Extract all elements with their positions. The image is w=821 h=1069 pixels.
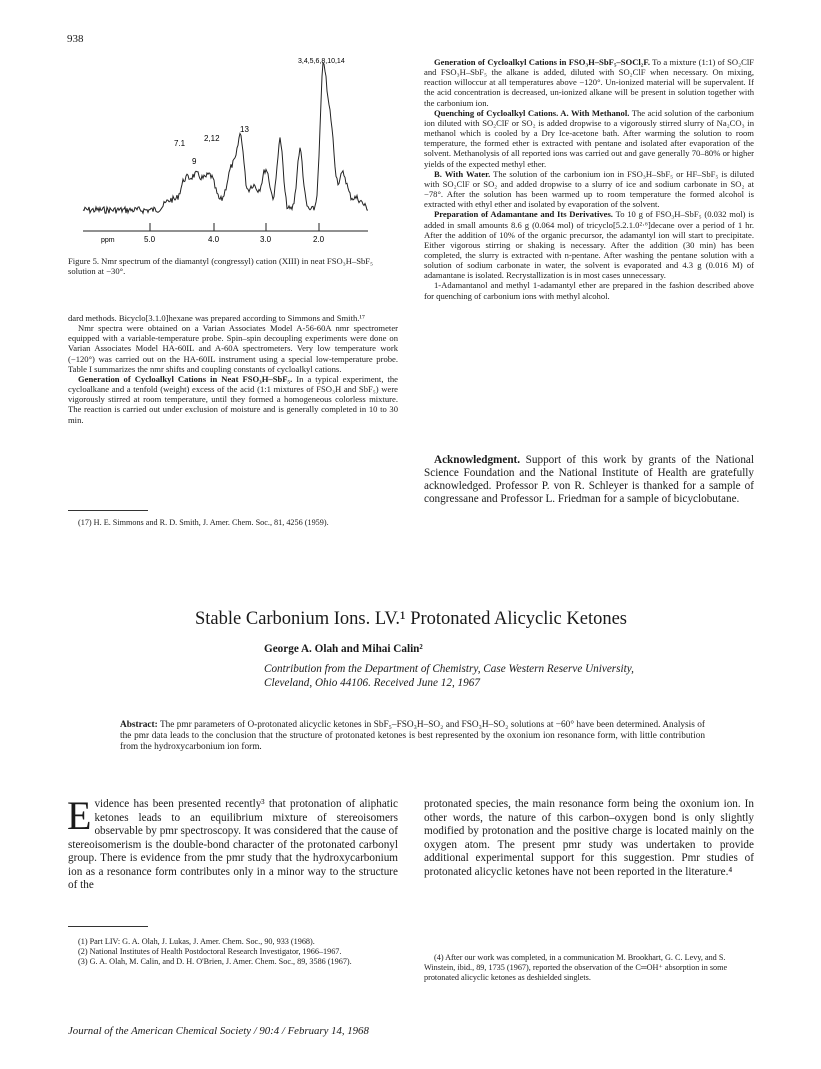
paragraph-text: To a mixture (1:1) of SO₂ClF and FSO₃H–SbF₅ the alkane is added, diluted with SO₂ClF when necessary. On mixing, reaction willoccur at all temperatures above −120°. Un-ionized material will be supervalent. If the acid concentration is decreased, un-ionized alkane will be present in solution together with the carbonium ion. xyxy=(424,57,754,108)
paragraph-heading: Preparation of Adamantane and Its Derivatives. xyxy=(434,209,613,220)
acknowledgment-text: Support of this work by grants of the National Science Foundation and the National Institute of Health are gratefully acknowledged. Professor P. von R. Schleyer is thanked for a sample of congressane and Professor L. Friedman for a sample of bicyclobutane. xyxy=(424,454,755,506)
axis-tick-label: 5.0 xyxy=(144,235,156,244)
footnotes-right xyxy=(424,953,754,983)
paragraph xyxy=(424,57,754,108)
axis-unit-label: ppm xyxy=(101,237,115,244)
body-left-column xyxy=(67,793,398,893)
figure-caption: Figure 5. Nmr spectrum of the diamantyl (congressyl) cation (XIII) in neat FSO₃H–SbF₅ solution at −30°. xyxy=(68,256,374,277)
paragraph xyxy=(68,374,398,425)
contribution-line: Contribution from the Department of Chemistry, Case Western Reserve University, xyxy=(264,663,634,675)
article-authors: George A. Olah and Mihai Calin² xyxy=(264,643,423,655)
peak-label: 3,4,5,6,8,10,14 xyxy=(298,58,345,65)
paragraph-text: To 10 g of FSO₃H–SbF₅ (0.032 mol) is added in small amounts 8.6 g (0.064 mol) of tricyclo[5.2.1.0²·⁶]decane over a period of 1 hr. After the addition of 10% of the organic precursor, the adamantyl ion will start to precipitate. Either vigorous stirring or shaking is necessary. After the addition (30 min) has been completed, the slurry is extracted with n-pentane. After washing the pentane solution with a solution of sodium carbonate in water, the solvent is evaporated and 4.3 g (0.016 M) of adamantane is isolated. Recrystallization is in most cases unnecessary. xyxy=(424,209,755,281)
axis-tick-label: 2.0 xyxy=(313,235,325,244)
page-number: 938 xyxy=(67,33,84,45)
paragraph xyxy=(424,209,754,280)
address-line: Cleveland, Ohio 44106. Received June 12, 1967 xyxy=(264,677,480,689)
right-column-text xyxy=(424,57,754,301)
footnote-17 xyxy=(68,518,398,528)
abstract-text: The pmr parameters of O-protonated alicyclic ketones in SbF₅–FSO₃H–SO₂ and FSO₃H–SO₂ solutions at −60° have been determined. Analysis of the pmr data leads to the conclusion that the structure of protonated ketones is best represented by the oxonium ion resonance form, with little contribution from the hydroxycarbonium ion form. xyxy=(120,720,706,753)
peak-label: 13 xyxy=(240,125,249,134)
peak-label: 2,12 xyxy=(204,134,220,143)
footnote-text: (1) Part LIV: G. A. Olah, J. Lukas, J. Amer. Chem. Soc., 90, 933 (1968). xyxy=(78,937,315,946)
paragraph-heading: B. With Water. xyxy=(434,168,491,179)
paragraph-heading: Quenching of Cycloalkyl Cations. A. With Methanol. xyxy=(434,107,630,118)
paragraph xyxy=(424,108,754,169)
footnote-text: (3) G. A. Olah, M. Calin, and D. H. O'Brien, J. Amer. Chem. Soc., 89, 3586 (1967). xyxy=(78,957,352,966)
article-affiliation xyxy=(264,662,634,690)
paragraph: 1-Adamantanol and methyl 1-adamantyl ether are prepared in the fashion described above for quenching of carbonium ions with methyl alcohol. xyxy=(424,280,754,301)
footnote-rule xyxy=(68,510,148,511)
abstract-heading: Abstract: xyxy=(120,720,158,730)
footnote-text: (2) National Institutes of Health Postdoctoral Research Investigator, 1966–1967. xyxy=(78,947,342,956)
axis-tick-label: 4.0 xyxy=(208,235,220,244)
nmr-spectrum-figure xyxy=(68,50,398,250)
paragraph-text: The solution of the carbonium ion in FSO₃H–SbF₅ or HF–SbF₅ is diluted with SO₂ClF or SO₂ and added dropwise to a slurry of ice and sodium carbonate in SO₂ at −78°. After the solution has been warmed up to room temperature the formed alcohol is extracted with ethyl ether and isolated by evaporation of the solvent. xyxy=(424,168,754,210)
paragraph-text: In a typical experiment, the cycloalkane and a tenfold (weight) excess of the acid (1:1 mixtures of FSO₃H and SbF₅) were vigorously stirred at room temperature, until they formed a homogeneous colorless mixture. The reaction is carried out under exclusion of moisture and is generally completed in 10 to 30 min. xyxy=(68,373,398,425)
drop-cap: E xyxy=(67,793,92,838)
footnote-text: (4) After our work was completed, in a communication M. Brookhart, G. C. Levy, and S. Winstein, ibid., 89, 1735 (1967), reported the observation of the C═OH⁺ absorption in some protonated alicyclic ketones as deshielded singlets. xyxy=(424,953,728,982)
paragraph: Nmr spectra were obtained on a Varian Associates Model A-56-60A nmr spectrometer equipped with a variable-temperature probe. Spin–spin decoupling experiments were done on Varian Associates Model HA-60IL and A-60A spectrometers. Very low temperature work (−120°) was carried out on the HA-60IL instrument using a special low-temperature probe. Table I summarizes the nmr shifts and coupling constants of cycloalkyl cations. xyxy=(68,323,398,374)
acknowledgment-heading: Acknowledgment. xyxy=(434,454,521,466)
footnote-text: (17) H. E. Simmons and R. D. Smith, J. Amer. Chem. Soc., 81, 4256 (1959). xyxy=(78,518,329,527)
journal-footer: Journal of the American Chemical Society / 90:4 / February 14, 1968 xyxy=(68,1025,369,1037)
article-title: Stable Carbonium Ions. LV.¹ Protonated Alicyclic Ketones xyxy=(194,609,628,629)
body-text: protonated species, the main resonance form being the oxonium ion. In other words, the nature of this carbon–oxygen bond is only slightly modified by protonation and the positive charge is located mainly on the oxygen atom. The present pmr study was undertaken to provide additional experimental support for this suggestion. Pmr studies of protonated alicyclic ketones have not been reported in the literature.⁴ xyxy=(424,798,754,878)
paragraph-heading: Generation of Cycloalkyl Cations in FSO₃H–SbF₅–SOCl₂F. xyxy=(434,57,650,67)
footnote-rule xyxy=(68,926,148,927)
axis-tick-label: 3.0 xyxy=(260,235,272,244)
acknowledgment xyxy=(424,454,754,506)
peak-label: 9 xyxy=(192,157,197,166)
spectrum-trace xyxy=(83,63,368,214)
body-right-column xyxy=(424,798,754,879)
paragraph-text: The acid solution of the carbonium ion diluted with SO₂ClF or SO₂ is added dropwise to a vigorously stirred slurry of Na₂CO₃ in methanol which is cooled by a Dry Ice-acetone bath. After warming the solution to room temperature, the formed ether is extracted with pentane and isolated after evaporation of the solvent. Methanolysis of all reported ions was carried out and gave generally 70–80% or higher yields of the expected methyl ether. xyxy=(424,107,754,169)
body-text: vidence has been presented recently³ that protonation of aliphatic ketones leads to an equilibrium mixture of stereoisomers observable by pmr spectroscopy. It was considered that the cause of stereoisomerism is the double-bond character of the protonated carbonyl group. There is evidence from the pmr study that the hydroxycarbonium ion as a resonance form contributes only in a minor way to the structure of the xyxy=(68,798,398,892)
paragraph: dard methods. Bicyclo[3.1.0]hexane was prepared according to Simmons and Smith.¹⁷ xyxy=(68,313,365,323)
abstract xyxy=(120,720,705,754)
footnotes-left xyxy=(68,937,398,967)
peak-label: 7.1 xyxy=(174,139,186,148)
paragraph xyxy=(424,169,754,210)
paragraph-heading: Generation of Cycloalkyl Cations in Neat FSO₃H–SbF₅. xyxy=(78,373,293,384)
left-column-text xyxy=(68,313,398,425)
